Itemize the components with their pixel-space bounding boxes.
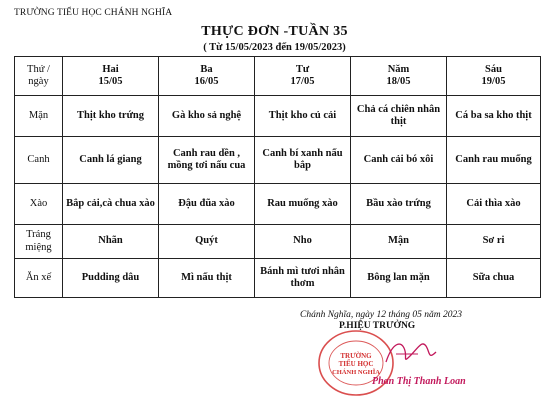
stamp-line-2: TIỂU HỌC [338, 360, 374, 368]
day-header-mon: Hai 15/05 [63, 57, 159, 96]
menu-cell: Gà kho sả nghệ [159, 96, 255, 137]
row-label: Canh [15, 137, 63, 184]
menu-cell: Canh bí xanh nấu bắp [255, 137, 351, 184]
menu-cell: Đậu đũa xào [159, 184, 255, 225]
menu-cell: Sơ ri [447, 225, 541, 259]
menu-cell: Rau muống xào [255, 184, 351, 225]
stamp-line-3: CHÁNH NGHĨA [332, 369, 380, 376]
menu-cell: Chả cá chiên nhân thịt [351, 96, 447, 137]
menu-cell: Nho [255, 225, 351, 259]
menu-cell: Thịt kho củ cải [255, 96, 351, 137]
menu-cell: Cải thìa xào [447, 184, 541, 225]
signatory-position: P.HIỆU TRƯỞNG [339, 321, 416, 331]
table-row-an-xe [15, 259, 541, 298]
table-header-row [15, 57, 541, 96]
row-label: Tráng miệng [15, 225, 63, 259]
menu-cell: Sữa chua [447, 259, 541, 298]
table-row-trang-mieng [15, 225, 541, 259]
day-header-thu: Năm 18/05 [351, 57, 447, 96]
menu-table [14, 56, 541, 298]
menu-cell: Pudding dâu [63, 259, 159, 298]
menu-cell: Nhãn [63, 225, 159, 259]
day-header-fri: Sáu 19/05 [447, 57, 541, 96]
stamp-line-1: TRƯỜNG [340, 352, 372, 360]
table-row-man [15, 96, 541, 137]
handwritten-signature [382, 334, 442, 370]
menu-cell: Thịt kho trứng [63, 96, 159, 137]
menu-title: THỰC ĐƠN -TUẦN 35 [201, 24, 348, 39]
menu-cell: Canh cải bó xôi [351, 137, 447, 184]
menu-cell: Mận [351, 225, 447, 259]
row-label: Xào [15, 184, 63, 225]
menu-date-range: ( Từ 15/05/2023 đến 19/05/2023) [203, 42, 346, 53]
menu-cell: Cá ba sa kho thịt [447, 96, 541, 137]
menu-cell: Bánh mì tươi nhân thơm [255, 259, 351, 298]
menu-cell: Canh rau dền , mồng tơi nấu cua [159, 137, 255, 184]
menu-cell: Quýt [159, 225, 255, 259]
school-name: TRƯỜNG TIỂU HỌC CHÁNH NGHĨA [14, 8, 173, 18]
row-label: Mặn [15, 96, 63, 137]
menu-cell: Bông lan mặn [351, 259, 447, 298]
row-label: Ăn xế [15, 259, 63, 298]
day-header-wed: Tư 17/05 [255, 57, 351, 96]
corner-header: Thứ / ngày [15, 57, 63, 96]
menu-cell: Canh rau muống [447, 137, 541, 184]
menu-cell: Mì nấu thịt [159, 259, 255, 298]
table-row-canh [15, 137, 541, 184]
signature-place-date: Chánh Nghĩa, ngày 12 tháng 05 năm 2023 [300, 310, 463, 320]
menu-cell: Bắp cải,cà chua xào [63, 184, 159, 225]
menu-cell: Canh lá giang [63, 137, 159, 184]
table-row-xao [15, 184, 541, 225]
signer-name: Phan Thị Thanh Loan [372, 376, 466, 387]
day-header-tue: Ba 16/05 [159, 57, 255, 96]
menu-cell: Bầu xào trứng [351, 184, 447, 225]
